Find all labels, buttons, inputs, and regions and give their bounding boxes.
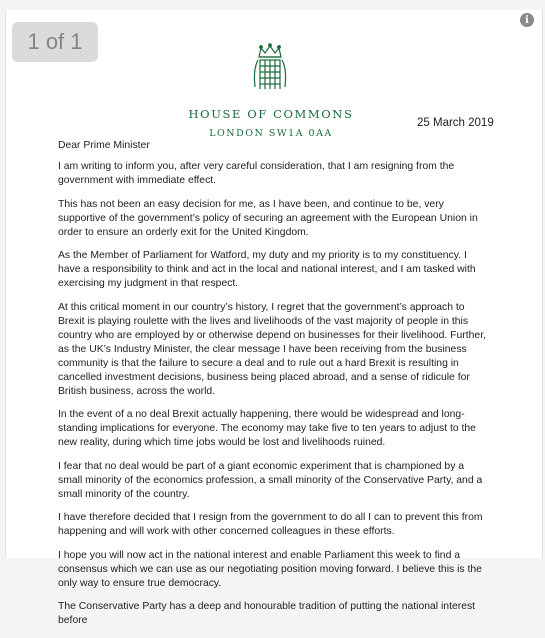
info-icon[interactable]: i: [520, 13, 534, 27]
paragraph: In the event of a no deal Brexit actually happening, there would be widespread and long-standing implications for everyone. The economy may take five to ten years to adjust to the new reality, during which time jobs would be lost and livelihoods ruined.: [58, 409, 476, 448]
paragraph: I have therefore decided that I resign from the government to do all I can to prevent this from happening and will work with other concerned colleagues in these efforts.: [58, 512, 483, 537]
paragraph: I am writing to inform you, after very careful consideration, that I am resigning from the government with immediate effect.: [58, 161, 455, 186]
document-page: [5, 10, 543, 626]
letter-date: 25 March 2019: [417, 117, 494, 129]
letterhead-name: HOUSE OF COMMONS: [188, 107, 354, 121]
paragraph: The Conservative Party has a deep and honourable tradition of putting the national interest before: [58, 601, 476, 626]
salutation: Dear Prime Minister: [58, 140, 150, 151]
paragraph: At this critical moment in our country’s history, I regret that the government’s approach to Brexit is playing roulette with the lives and livelihoods of the vast majority of people in this country who are employed by or otherwise depend on businesses for their livelihood. Further, as the UK’s Industry Minister, the clear message I have been receiving from the business community is that the failure to secure a deal and to rule out a hard Brexit is resulting in cancelled investment decisions, business being placed abroad, and a sense of ridicule for British business, across the world.: [58, 301, 486, 397]
paragraph: This has not been an easy decision for me, as I have been, and continue to be, very supportive of the government’s policy of securing an agreement with the European Union in order to ensure an orderly exit for the United Kingdom.: [58, 198, 478, 238]
letterhead-address: LONDON SW1A 0AA: [209, 128, 333, 139]
paragraph: I hope you will now act in the national interest and enable Parliament this week to find a consensus which we can use as our negotiating position moving forward. I believe this is the only way to ensure true democracy.: [58, 549, 482, 589]
portcullis-icon: [250, 43, 290, 95]
page-counter: 1 of 1: [12, 22, 98, 62]
paragraph: I fear that no deal would be part of a giant economic experiment that is championed by a small minority of the economics profession, a small minority of the Conservative Party, and a small minority of the country.: [58, 460, 483, 500]
letter-body: [58, 139, 490, 638]
paragraph: As the Member of Parliament for Watford, my duty and my priority is to my constituency. I have a responsibility to think and act in the local and national interest, and I am tasked with exercising my judgment in that respect.: [58, 250, 476, 289]
